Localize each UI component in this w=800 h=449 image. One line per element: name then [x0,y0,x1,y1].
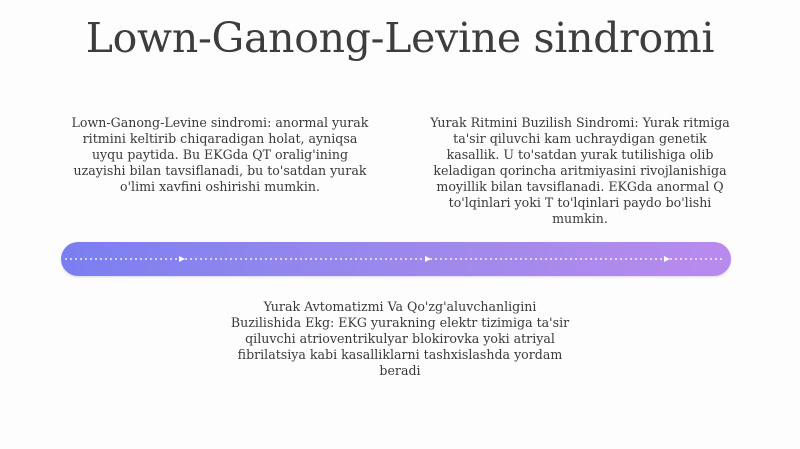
arrow-right-icon [425,256,431,262]
arrow-right-icon [664,256,670,262]
timeline-item-2: Yurak Ritmini Buzilish Sindromi: Yurak ritmiga ta'sir qiluvchi kam uchraydigan genetik kasallik. U to'satdan yurak tutilishiga olib keladigan qorincha aritmiyasini rivojlanishiga moyillik bilan tavsiflanadi. EKGda anormal Q to'lqinlari yoki T to'lqinlari paydo bo'lishi mumkin. [430,115,730,226]
arrow-right-icon [179,256,185,262]
timeline-item-3: Yurak Avtomatizmi Va Qo'zg'aluvchanligini Buzilishida Ekg: EKG yurakning elektr tizimiga ta'sir qiluvchi atrioventrikulyar blokirovka yoki atriyal fibrilatsiya kabi kasalliklarni tashxislashda yordam beradi [230,299,570,378]
timeline-arrows [61,242,731,276]
timeline-bar [61,242,731,276]
page-title: Lown-Ganong-Levine sindromi [85,14,715,62]
timeline-item-1: Lown-Ganong-Levine sindromi: anormal yurak ritmini keltirib chiqaradigan holat, ayniqsa uyqu paytida. Bu EKGda QT oralig'ining uzayishi bilan tavsiflanadi, bu to'satdan yurak o'limi xavfini oshirishi mumkin. [71,115,369,194]
